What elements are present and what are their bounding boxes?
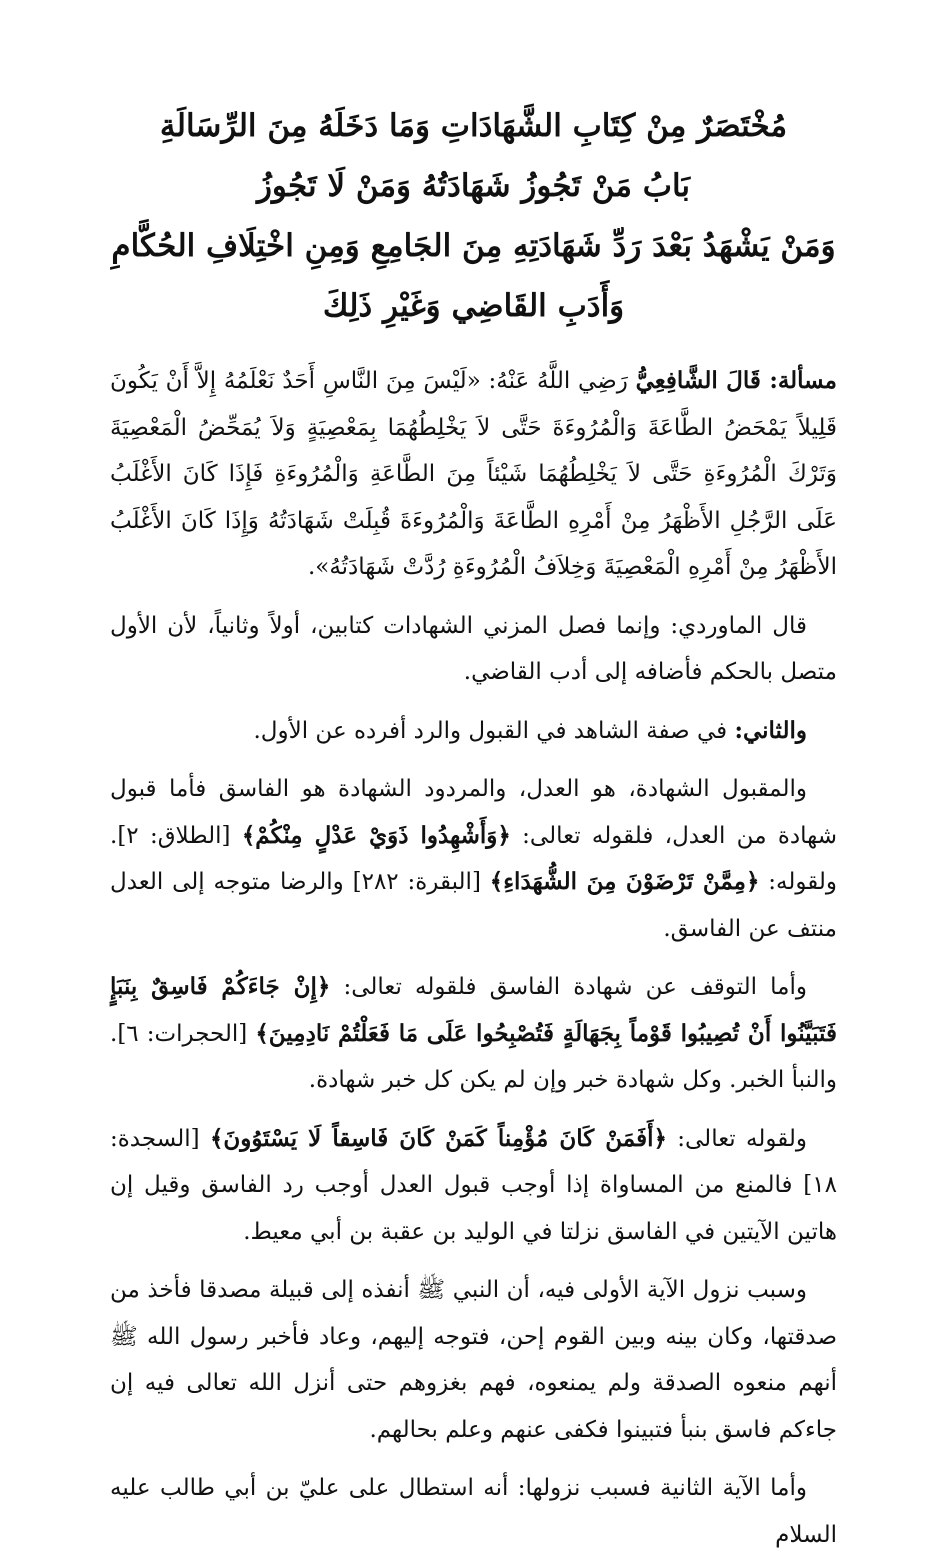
heading-line-4: وَأَدَبِ القَاضِي وَغَيْرِ ذَلِكَ [322,288,625,324]
quran-verse-baqara: ﴿مِمَّنْ تَرْضَوْنَ مِنَ الشُّهَدَاءِ﴾ [489,868,760,895]
paragraph-sajda [110,1116,837,1256]
second-text: في صفة الشاهد في القبول والرد أفرده عن الأول. [253,717,735,744]
verse-ref-baqara: [البقرة: ٢٨٢] [352,869,490,895]
chapter-heading [110,96,837,336]
quran-verse-hujurat: ﴿إِنْ جَاءَكُمْ فَاسِقٌ بِنَبَإٍ فَتَبَيَّنُوا أَنْ تُصِيبُوا قَوْماً بِجَهَالَةٍ فَتُصْبِحُوا عَلَى مَا فَعَلْتُمْ نَادِمِينَ﴾ [110,973,837,1047]
paragraph-masala [110,358,837,591]
accepted-text-c: والرضا متوجه إلى العدل منتف عن الفاسق. [110,869,837,942]
paragraph-revelation-first [110,1267,837,1453]
paragraph-second [110,708,837,755]
fasiq-text-b: . والنبأ الخبر. وكل شهادة خبر وإن لم يكن كل خبر شهادة. [110,1020,837,1093]
verse-ref-sajda: [السجدة: ١٨] [110,1125,837,1198]
paragraph-revelation-second [110,1465,837,1558]
sajda-text-b: فالمنع من المساواة إذا أوجب قبول العدل أوجب رد الفاسق وقيل إن هاتين الآيتين في الفاسق نزلتا في الوليد بن عقبة بن أبي معيط. [110,1172,837,1245]
accepted-text-b: . ولقوله: [110,822,838,895]
masala-text: رَضِي اللَّهُ عَنْهُ: «لَيْسَ مِنَ النَّاسِ أَحَدٌ نَعْلَمُهُ إِلاَّ أَنْ يَكُونَ قَلِيلاً يَمْحَضُ الطَّاعَةَ وَالْمُرُوءَةَ حَتَّى لاَ يَخْلِطُهُمَا بِمَعْصِيَةٍ وَلاَ يُمَحِّضُ الْمَعْصِيَةَ وَتَرْكَ الْمُرُوءَةِ حَتَّى لاَ يَخْلِطُهُمَا شَيْئاً مِنَ الطَّاعَةِ وَالْمُرُوءَةِ فَإِذَا كَانَ الأَغْلَبُ عَلَى الرَّجُلِ الأَظْهَرُ مِنْ أَمْرِهِ الطَّاعَةَ وَالْمُرُوءَةَ قُبِلَتْ شَهَادَتُهُ وَإِذَا كَانَ الأَغْلَبُ الأَظْهَرُ مِنْ أَمْرِهِ الْمَعْصِيَةَ وَخِلاَفُ الْمُرُوءَةِ رُدَّتْ شَهَادَتُهُ». [110,368,837,580]
paragraph-fasiq [110,964,837,1104]
accepted-text-a: والمقبول الشهادة، هو العدل، والمردود الشهادة هو الفاسق فأما قبول شهادة من العدل، فلقوله تعالى: [110,776,837,849]
sajda-text-a: ولقوله تعالى: [666,1125,807,1152]
quran-verse-sajda: ﴿أَفَمَنْ كَانَ مُؤْمِناً كَمَنْ كَانَ فَاسِقاً لَا يَسْتَوُونَ﴾ [209,1124,667,1152]
second-lead: والثاني: [734,716,807,744]
quran-verse-talaq: ﴿وَأَشْهِدُوا ذَوَيْ عَدْلٍ مِنْكُمْ﴾ [241,821,511,849]
masala-lead: مسألة: قَالَ الشَّافِعِيُّ [635,367,837,394]
heading-line-2: بَابُ مَنْ تَجُوزُ شَهَادَتُهُ وَمَنْ لَا تَجُوزُ [256,168,691,204]
heading-line-3: وَمَنْ يَشْهَدُ بَعْدَ رَدِّ شَهَادَتِهِ مِنَ الجَامِعِ وَمِنِ اخْتِلَافِ الحُكَّامِ [111,228,836,264]
fasiq-text-a: وأما التوقف عن شهادة الفاسق فلقوله تعالى: [330,974,807,1000]
mawardi-text: قال الماوردي: وإنما فصل المزني الشهادات كتابين، أولاً وثانياً، لأن الأول متصل بالحكم فأضافه إلى أدب القاضي. [110,612,837,685]
paragraph-mawardi [110,603,837,696]
revelation-second-text: وأما الآية الثانية فسبب نزولها: أنه استطال على عليّ بن أبي طالب عليه السلام [110,1475,837,1548]
revelation-first-text: وسبب نزول الآية الأولى فيه، أن النبي ﷺ أنفذه إلى قبيلة مصدقا فأخذ من صدقتها، وكان بينه وبين القوم إحن، فتوجه إليهم، وعاد فأخبر رسول الله ﷺ أنهم منعوه الصدقة ولم يمنعوه، فهم بغزوهم حتى أنزل الله تعالى فيه إن جاءكم فاسق بنبأ فتبينوا فكفى عنهم وعلم بحالهم. [110,1277,837,1443]
paragraph-accepted-witness [110,766,837,952]
verse-ref-talaq: [الطلاق: ٢] [117,822,242,849]
heading-line-1: مُخْتَصَرٌ مِنْ كِتَابِ الشَّهَادَاتِ وَمَا دَخَلَهُ مِنَ الرِّسَالَةِ [159,108,788,144]
verse-ref-hujurat: [الحجرات: ٦] [117,1020,256,1047]
